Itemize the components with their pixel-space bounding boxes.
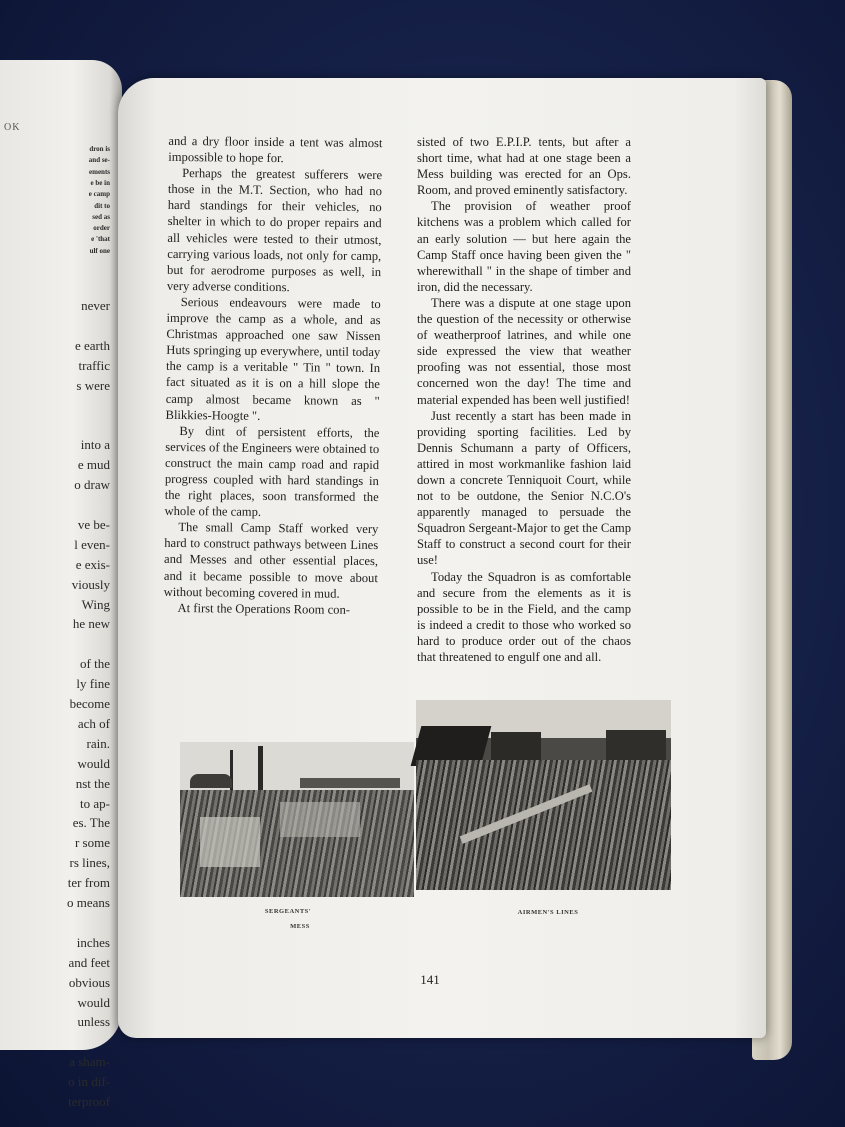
left-page-fragment: s were	[76, 377, 110, 393]
left-page-fragment: o means	[67, 895, 110, 910]
left-page-fragment: order	[93, 224, 110, 233]
left-page-fragment: become	[69, 696, 110, 711]
left-page-fragment: would	[77, 755, 110, 771]
left-page-fragment: to ap-	[80, 795, 110, 811]
left-page-fragment: e camp	[88, 190, 110, 199]
text-column-left	[163, 133, 382, 618]
left-page-fragment: of the	[80, 656, 110, 672]
paragraph: The provision of weather proof kitchens was a problem which called for an early solution — but here again the Camp Staff once having been given the " wherewithall " in the shape of timber and iron, did the necessary.	[417, 199, 631, 294]
left-page-fragment: into a	[80, 437, 110, 453]
left-page-fragment: dron is	[89, 145, 110, 153]
caption-airmens-lines: AIRMEN'S LINES	[517, 909, 579, 916]
paragraph: and a dry floor inside a tent was almost impossible to hope for.	[168, 133, 383, 166]
left-page-fragment: viously	[71, 576, 110, 592]
left-page-fragment: rs lines,	[69, 855, 110, 871]
left-page-fragment: and feet	[68, 954, 110, 970]
paragraph: Just recently a start has been made in providing sporting facilities. Led by Dennis Schumann a party of Officers, attired in most workmanlike fashion laid down a concrete Tenniquoit Court, while not to be outdone, the Senior N.C.O's apparently managed to persuade the Squadron Sergeant-Major to get the Camp Staff to construct a second court for their use!	[417, 408, 631, 568]
left-page-fragment: ulf one	[89, 246, 110, 255]
left-page-fragment: o draw	[74, 477, 110, 493]
left-page-fragment: e 'that	[91, 235, 110, 244]
paragraph: There was a dispute at one stage upon the question of the necessity or otherwise of weatherproof latrines, and while one side expressed the view that weather proofing was not essential, those most concerned won the day! The time and material expended has been well justified!	[417, 295, 631, 407]
left-page-fragment: inches	[76, 934, 110, 950]
left-page-fragment: r some	[74, 835, 110, 851]
left-page-fragment: ter from	[67, 875, 110, 891]
page-number: 141	[420, 972, 440, 987]
caption-sergeants-mess	[248, 908, 328, 930]
paragraph: sisted of two E.P.I.P. tents, but after a short time, what had at one stage been a Mess building was erected for an Ops. Room, and proved eminently satisfactory.	[417, 135, 631, 198]
left-page-fragment: traffic	[78, 357, 110, 373]
left-page-fragment: o in dif-	[68, 1074, 110, 1090]
paragraph: Today the Squadron is as comfortable and secure from the elements as it is possible to be in the Field, and the camp is indeed a credit to those who worked so hard to produce order out of the chaos that threatened to engulf one and all.	[417, 569, 631, 664]
paragraph: The small Camp Staff worked very hard to construct pathways between Lines and Messes and other essential places, and it became possible to move about without becoming covered in mud.	[163, 520, 379, 601]
left-page-fragment: l even-	[74, 536, 110, 552]
photo-airmens-lines	[416, 700, 671, 890]
left-page-fragment: sed as	[92, 212, 110, 221]
left-page-fragment: would	[77, 994, 110, 1010]
caption-line: SERGEANTS'	[264, 908, 312, 915]
left-page-header: OK	[4, 122, 21, 133]
left-page-fragment: ve be-	[77, 516, 110, 532]
left-page-fragment: and se-	[88, 156, 110, 165]
paragraph: At first the Operations Room con-	[177, 600, 351, 617]
paragraph: Serious endeavours were made to improve the camp as a whole, and as Christmas approached one saw Nissen Huts springing up everywhere, until today the camp is a veritable " Tin " town. In fact situated as it is on a hill slope the camp almost became known as " Blikkies-Hoogte ".	[165, 294, 381, 423]
left-page-fragment: a sham-	[69, 1054, 110, 1070]
left-page-fragment: rain.	[86, 735, 110, 751]
left-page-fragment: es. The	[72, 815, 110, 831]
left-page-fragment: terproof	[68, 1094, 110, 1109]
left-page	[0, 60, 122, 1109]
left-page-fragment: e earth	[74, 337, 110, 353]
caption-line: MESS	[290, 923, 310, 930]
left-page-fragment: he new	[72, 616, 110, 632]
left-page-fragment: never	[81, 298, 110, 313]
left-page-fragment: obvious	[68, 974, 110, 990]
page	[118, 78, 766, 1038]
paragraph: Perhaps the greatest sufferers were those in the M.T. Section, who had no hard standings for their vehicles, no shelter in which to do proper repairs and all vehicles were tested to their utmost, carrying various loads, not only for camp, but for aerodrome purposes as well, in very adverse conditions.	[166, 166, 383, 295]
left-page-fragment: unless	[77, 1014, 110, 1030]
left-page-fragment: nst the	[75, 775, 110, 791]
left-page-fragment: e be in	[90, 178, 110, 187]
paragraph: By dint of persistent efforts, the services of the Engineers were obtained to construct the main camp road and rapid progress coupled with hard standings in the right places, soon transformed the whole of the camp.	[164, 423, 380, 520]
left-page-fragment: ach of	[77, 715, 110, 731]
left-page-fragment: ements	[89, 167, 110, 176]
left-page-fragment: dit to	[94, 201, 110, 210]
left-page-fragment: ly fine	[76, 676, 110, 692]
left-page-fragment: Wing	[81, 596, 110, 612]
left-page-fragment: e mud	[77, 457, 110, 473]
photo-sergeants-mess	[180, 742, 414, 897]
left-page-fragment: e exis-	[75, 556, 110, 572]
text-column-right	[417, 134, 631, 665]
